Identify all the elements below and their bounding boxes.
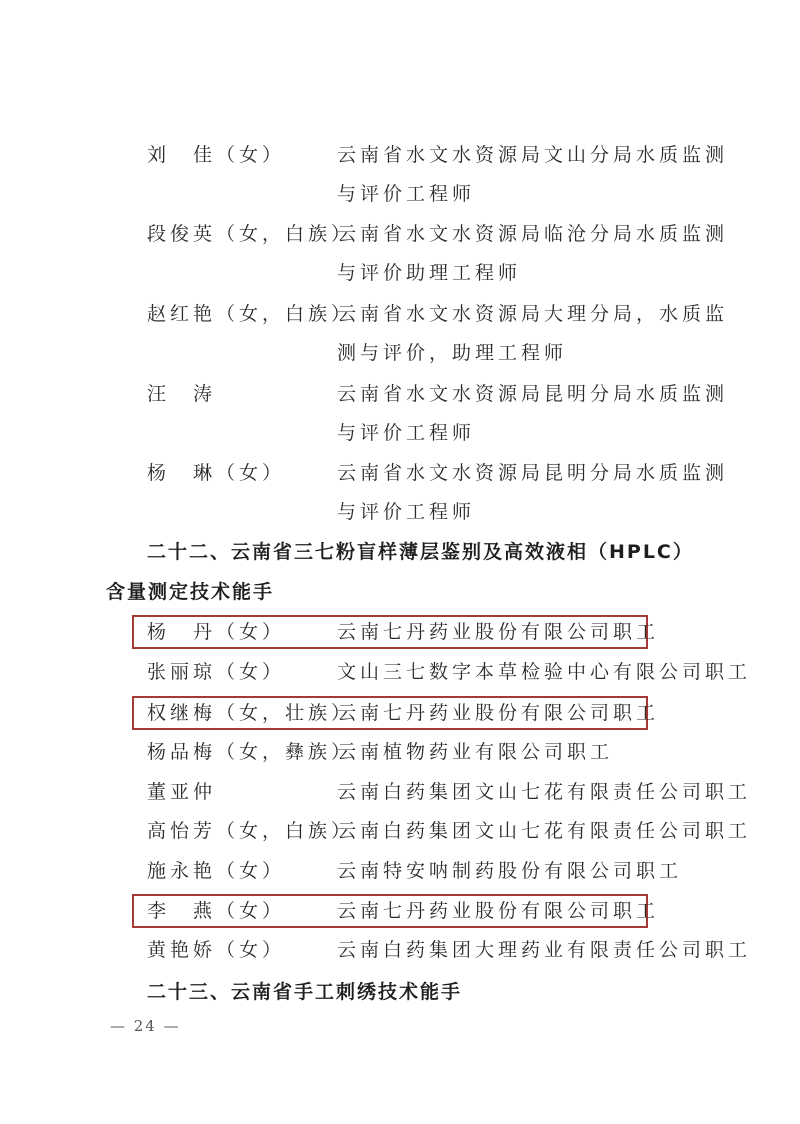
person-name: 张丽琼（女） — [147, 661, 286, 683]
list-item-continuation — [0, 174, 800, 214]
person-org: 云南植物药业有限公司职工 — [337, 741, 614, 763]
list-item-continuation — [0, 253, 800, 293]
page-number: — 24 — — [110, 1017, 181, 1035]
list-item — [0, 374, 800, 414]
section-heading-23: 二十三、云南省手工刺绣技术能手 — [147, 981, 463, 1003]
person-name: 杨 丹（女） — [147, 621, 286, 643]
person-org-line2: 与评价工程师 — [337, 501, 476, 523]
list-item — [0, 891, 800, 931]
person-name: 黄艳娇（女） — [147, 939, 286, 961]
list-item — [0, 294, 800, 334]
list-item — [0, 652, 800, 692]
person-name: 刘 佳（女） — [147, 144, 286, 166]
list-item — [0, 772, 800, 812]
person-org-line2: 与评价工程师 — [337, 183, 476, 205]
list-item — [0, 612, 800, 652]
list-item — [0, 851, 800, 891]
person-org-line2: 与评价助理工程师 — [337, 262, 522, 284]
person-name: 高怡芳（女，白族） — [147, 820, 355, 842]
person-name: 施永艳（女） — [147, 860, 286, 882]
person-org: 云南七丹药业股份有限公司职工 — [337, 621, 660, 643]
list-item — [0, 135, 800, 175]
person-name: 汪 涛 — [147, 383, 217, 405]
list-item — [0, 811, 800, 851]
person-org: 云南省水文水资源局昆明分局水质监测 — [337, 383, 729, 405]
person-org-line2: 与评价工程师 — [337, 422, 476, 444]
list-item — [0, 732, 800, 772]
person-org-line2: 测与评价，助理工程师 — [337, 342, 568, 364]
person-org: 文山三七数字本草检验中心有限公司职工 — [337, 661, 752, 683]
person-org: 云南省水文水资源局昆明分局水质监测 — [337, 462, 729, 484]
person-org: 云南七丹药业股份有限公司职工 — [337, 900, 660, 922]
person-name: 杨品梅（女，彝族） — [147, 741, 355, 763]
list-item — [0, 453, 800, 493]
person-org: 云南特安呐制药股份有限公司职工 — [337, 860, 683, 882]
list-item-continuation — [0, 413, 800, 453]
list-item — [0, 930, 800, 970]
person-name: 杨 琳（女） — [147, 462, 286, 484]
person-name: 段俊英（女，白族） — [147, 223, 355, 245]
person-name: 董亚仲 — [147, 781, 217, 803]
person-org: 云南白药集团大理药业有限责任公司职工 — [337, 939, 752, 961]
person-org: 云南白药集团文山七花有限责任公司职工 — [337, 820, 752, 842]
person-org: 云南省水文水资源局临沧分局水质监测 — [337, 223, 729, 245]
person-org: 云南省水文水资源局文山分局水质监测 — [337, 144, 729, 166]
person-org: 云南七丹药业股份有限公司职工 — [337, 702, 660, 724]
list-item-continuation — [0, 492, 800, 532]
person-org: 云南白药集团文山七花有限责任公司职工 — [337, 781, 752, 803]
person-org: 云南省水文水资源局大理分局，水质监 — [337, 303, 729, 325]
person-name: 李 燕（女） — [147, 900, 286, 922]
list-item — [0, 214, 800, 254]
list-item-continuation — [0, 333, 800, 373]
section-heading-22-line1: 二十二、云南省三七粉盲样薄层鉴别及高效液相（HPLC） — [147, 541, 694, 563]
section-heading-22-line2: 含量测定技术能手 — [106, 581, 275, 603]
person-name: 权继梅（女，壮族） — [147, 702, 355, 724]
person-name: 赵红艳（女，白族） — [147, 303, 355, 325]
list-item — [0, 693, 800, 733]
